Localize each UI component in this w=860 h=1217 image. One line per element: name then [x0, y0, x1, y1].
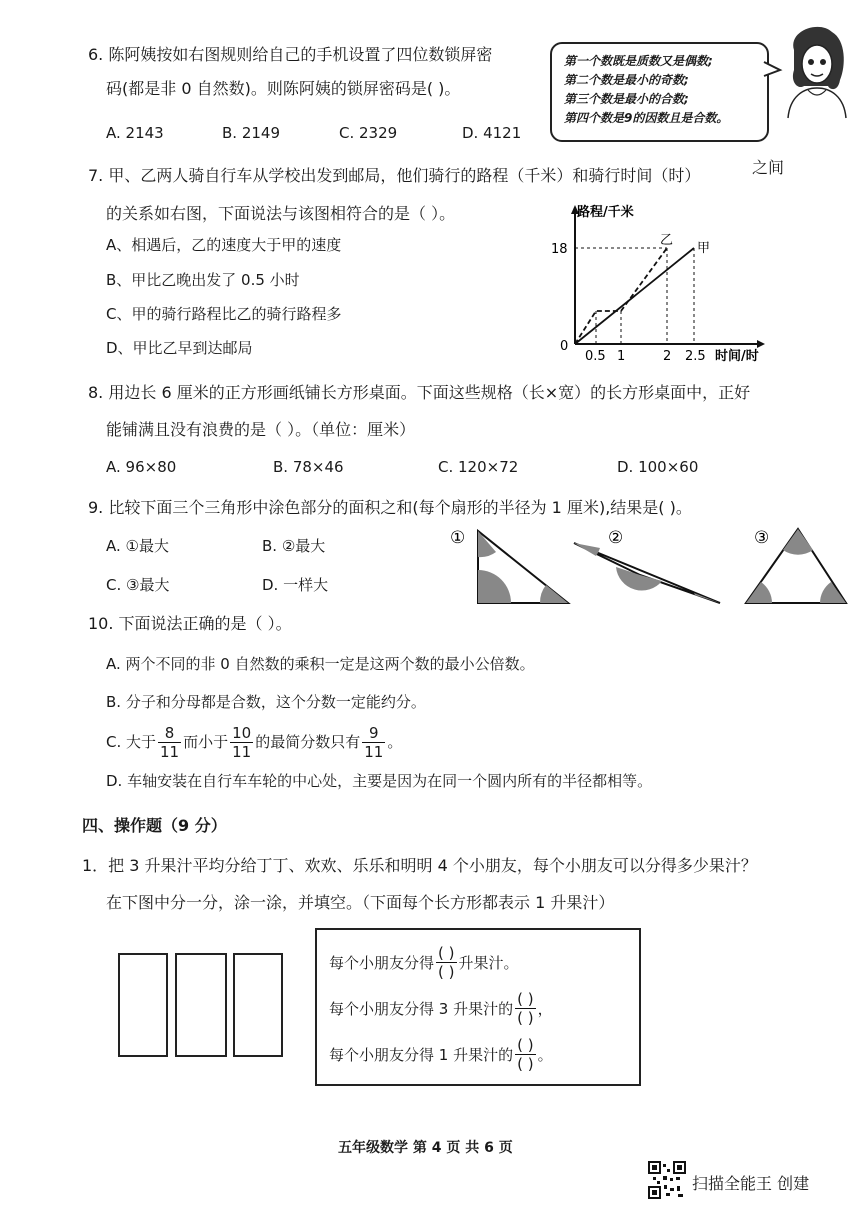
scanner-watermark: 扫描全能王 创建 — [692, 1174, 810, 1193]
triangle-label-3: ③ — [754, 528, 770, 548]
fill-line-1 — [329, 944, 519, 981]
q7-option-b[interactable]: B、甲比乙晚出发了 0.5 小时 — [106, 271, 300, 289]
frac2-numerator: 10 — [232, 723, 252, 742]
q9-line1: 9. 比较下面三个三角形中涂色部分的面积之和(每个扇形的半径为 1 厘米),结果是( )。 — [88, 498, 692, 517]
y-tick-18: 18 — [551, 242, 568, 257]
frac3-numerator: 9 — [362, 724, 385, 743]
series-jia-line — [575, 248, 694, 344]
fill-1-fraction[interactable] — [436, 944, 456, 981]
q7-option-d[interactable]: D、甲比乙早到达邮局 — [106, 339, 253, 357]
bubble-line-2: 第二个数是最小的奇数; — [564, 73, 689, 87]
y-axis-label: 路程/千米 — [577, 205, 634, 220]
fill-1-unit: 升果汁。 — [458, 954, 519, 972]
bubble-line-4: 第四个数是9的因数且是合数。 — [564, 111, 729, 125]
x-axis-label: 时间/时 — [715, 349, 759, 364]
frac1-denominator: 11 — [160, 742, 180, 761]
q10-line1: 10. 下面说法正确的是（ ）。 — [88, 614, 292, 633]
x-tick-2: 2 — [663, 349, 672, 364]
q10-c-text-4: 。 — [387, 733, 403, 751]
q8-line1: 8. 用边长 6 厘米的正方形画纸铺长方形桌面。下面这些规格（长×宽）的长方形桌面中，正好 — [88, 383, 751, 402]
q7-line2: 的关系如右图，下面说法与该图相符合的是（ ）。 — [106, 204, 456, 223]
fill-3-numerator[interactable]: ( ) — [517, 1036, 534, 1054]
juice-rect-2[interactable] — [175, 953, 227, 1057]
fill-2-punct: ， — [537, 1000, 553, 1018]
q6-line1: 6. 陈阿姨按如右图规则给自己的手机设置了四位数锁屏密 — [88, 45, 493, 64]
fill-2-numerator[interactable]: ( ) — [517, 990, 534, 1008]
fraction-9-11 — [362, 724, 385, 761]
x-tick-1: 1 — [617, 349, 626, 364]
frac3-denominator: 11 — [364, 742, 384, 761]
q8-option-c[interactable]: C. 120×72 — [438, 458, 519, 476]
fill-3-punct: 。 — [537, 1046, 553, 1064]
bubble-line-1: 第一个数既是质数又是偶数; — [564, 54, 713, 68]
q10-c-text-3: 的最简分数只有 — [255, 733, 361, 751]
fraction-8-11 — [158, 724, 181, 761]
series-jia-label: 甲 — [697, 241, 711, 256]
section-title: 四、操作题（9 分） — [82, 816, 227, 835]
x-axis-arrow — [757, 340, 765, 348]
bubble-line-3: 第三个数是最小的合数; — [564, 92, 689, 106]
bubble-tail-icon — [762, 60, 782, 80]
fill-2-fraction[interactable] — [515, 990, 535, 1027]
sector-3c — [820, 582, 846, 603]
q6-option-d[interactable]: D. 4121 — [462, 124, 522, 142]
q7-option-a[interactable]: A、相遇后，乙的速度大于甲的速度 — [106, 236, 342, 254]
sector-1c — [540, 585, 568, 603]
fill-3-fraction[interactable] — [515, 1036, 535, 1073]
q10-c-text-2: 而小于 — [183, 733, 229, 751]
page-footer: 五年级数学 第 4 页 共 6 页 — [338, 1140, 513, 1156]
q8-option-d[interactable]: D. 100×60 — [617, 458, 699, 476]
fill-line-3 — [329, 1036, 553, 1073]
juice-rect-3[interactable] — [233, 953, 283, 1057]
distance-time-graph — [551, 200, 795, 368]
frac1-numerator: 8 — [158, 724, 181, 743]
section4-q1-line1: 1．把 3 升果汁平均分给丁丁、欢欢、乐乐和明明 4 个小朋友，每个小朋友可以分得多少果汁？ — [82, 856, 757, 875]
fill-in-box — [315, 928, 641, 1086]
qr-code-icon — [648, 1161, 686, 1199]
q9-option-a[interactable]: A. ①最大 — [106, 537, 169, 555]
fill-1-text: 每个小朋友分得 — [329, 954, 435, 972]
rule-speech-bubble — [550, 42, 769, 142]
q10-option-c[interactable] — [106, 718, 402, 766]
q10-c-text-1: C. 大于 — [106, 733, 157, 751]
frac2-denominator: 11 — [232, 742, 252, 761]
x-tick-0-5: 0.5 — [585, 349, 606, 364]
q9-option-d[interactable]: D. 一样大 — [262, 576, 329, 594]
sector-2a — [574, 543, 600, 556]
q10-option-b[interactable]: B. 分子和分母都是合数，这个分数一定能约分。 — [106, 693, 426, 711]
q6-option-b[interactable]: B. 2149 — [222, 124, 281, 142]
series-yi-label: 乙 — [660, 233, 674, 248]
q8-line2: 能铺满且没有浪费的是（ ）。（单位：厘米） — [106, 420, 416, 439]
fill-1-denominator[interactable]: ( ) — [438, 963, 455, 981]
fill-3-denominator[interactable]: ( ) — [517, 1055, 534, 1073]
q9-option-b[interactable]: B. ②最大 — [262, 537, 326, 555]
fill-2-denominator[interactable]: ( ) — [517, 1009, 534, 1027]
q7-line1-tail: 之间 — [752, 158, 785, 177]
q10-option-a[interactable]: A. 两个不同的非 0 自然数的乘积一定是这两个数的最小公倍数。 — [106, 655, 535, 673]
q6-option-c[interactable]: C. 2329 — [339, 124, 398, 142]
triangles-figure — [448, 525, 848, 610]
fill-2-text: 每个小朋友分得 3 升果汁的 — [329, 1000, 514, 1018]
fill-3-text: 每个小朋友分得 1 升果汁的 — [329, 1046, 514, 1064]
fill-1-numerator[interactable]: ( ) — [438, 944, 455, 962]
q9-option-c[interactable]: C. ③最大 — [106, 576, 170, 594]
q6-option-a[interactable]: A. 2143 — [106, 124, 164, 142]
q8-option-a[interactable]: A. 96×80 — [106, 458, 177, 476]
fill-line-2 — [329, 990, 553, 1027]
triangle-label-1: ① — [450, 528, 466, 548]
q10-option-d[interactable]: D. 车轴安装在自行车车轮的中心处，主要是因为在同一个圆内所有的半径都相等。 — [106, 772, 653, 790]
sector-3b — [746, 582, 772, 603]
q7-option-c[interactable]: C、甲的骑行路程比乙的骑行路程多 — [106, 305, 342, 323]
q7-line1: 7. 甲、乙两人骑自行车从学校出发到邮局，他们骑行的路程（千米）和骑行时间（时） — [88, 166, 701, 185]
juice-rect-1[interactable] — [118, 953, 168, 1057]
q6-line2: 码(都是非 0 自然数)。则陈阿姨的锁屏密码是( )。 — [106, 79, 461, 98]
fraction-10-11 — [230, 724, 253, 761]
section4-q1-line2: 在下图中分一分，涂一涂，并填空。（下面每个长方形都表示 1 升果汁） — [106, 893, 615, 912]
sector-3a — [783, 529, 813, 555]
origin-label: 0 — [560, 339, 569, 354]
x-tick-2-5: 2.5 — [685, 349, 706, 364]
q8-option-b[interactable]: B. 78×46 — [273, 458, 344, 476]
triangle-label-2: ② — [608, 528, 624, 548]
woman-avatar-icon — [780, 20, 852, 120]
sector-1b — [478, 570, 511, 603]
